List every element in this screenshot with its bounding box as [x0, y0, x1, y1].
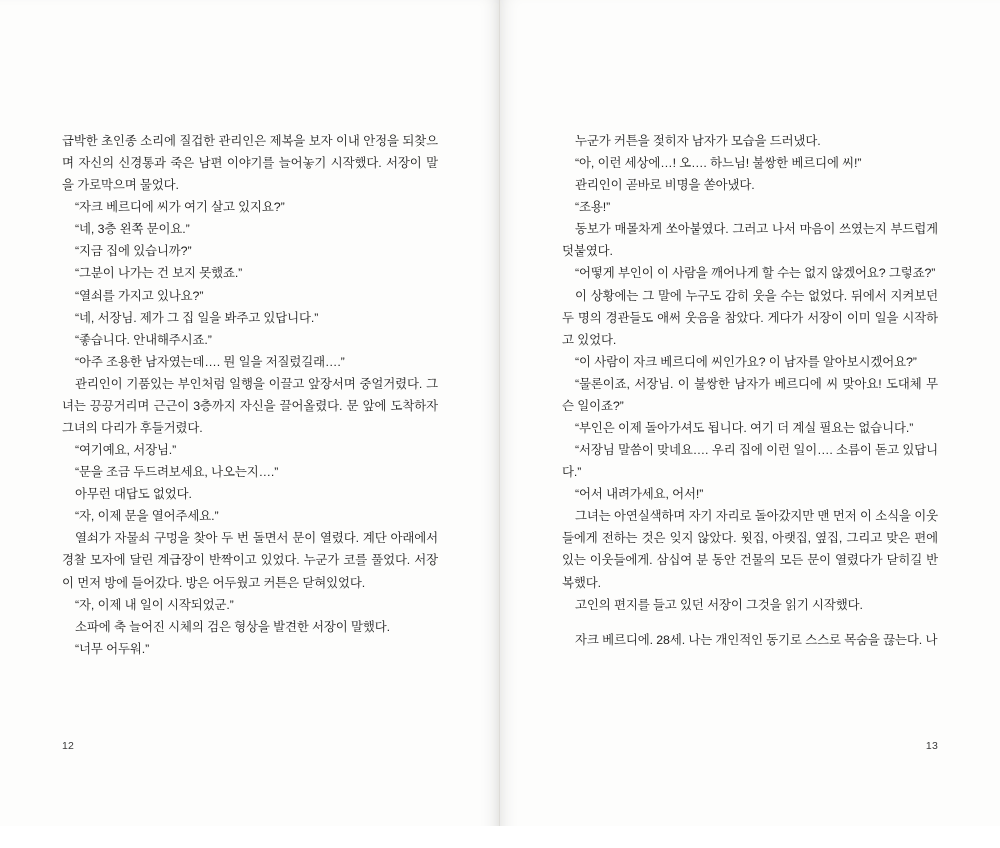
paragraph: “좋습니다. 안내해주시죠.” — [75, 332, 212, 347]
paragraph: “아, 이런 세상에…! 오…. 하느님! 불쌍한 베르디에 씨!” — [575, 156, 862, 171]
paragraph: 동보가 매몰차게 쏘아붙였다. 그러고 나서 마음이 쓰였는지 부드럽게 덧붙였다. — [562, 222, 938, 259]
paragraph: “조용!” — [575, 200, 611, 215]
right-page-text — [562, 130, 938, 651]
paragraph: 누군가 커튼을 젖히자 남자가 모습을 드러냈다. — [575, 134, 821, 148]
paragraph: 관리인이 기품있는 부인처럼 일행을 이끌고 앞장서며 중얼거렸다. 그녀는 끙끙거리며 근근이 3층까지 자신을 끌어올렸다. 문 앞에 도착하자 그녀의 다리가 후들거렸다. — [62, 376, 438, 436]
paragraph: 고인의 편지를 들고 있던 서장이 그것을 읽기 시작했다. — [575, 597, 863, 612]
paragraph: 아무런 대답도 없었다. — [75, 487, 192, 502]
paragraph: 이 상황에는 그 말에 누구도 감히 웃을 수는 없었다. 뒤에서 지켜보던 두 명의 경관들도 애써 웃음을 참았다. 게다가 서장이 이미 일을 시작하고 있었다. — [562, 288, 938, 347]
paragraph: “자, 이제 문을 열어주세요.” — [75, 509, 219, 524]
paragraph: “너무 어두워.” — [75, 641, 150, 656]
paragraph: “자크 베르디에 씨가 여기 살고 있지요?” — [75, 200, 285, 215]
page-number-left: 12 — [62, 740, 75, 752]
left-page-text — [62, 130, 438, 660]
paragraph: “자, 이제 내 일이 시작되었군.” — [75, 597, 234, 612]
page-right — [500, 0, 1000, 848]
paragraph: “열쇠를 가지고 있나요?” — [75, 288, 204, 303]
paragraph: “이 사람이 자크 베르디에 씨인가요? 이 남자를 알아보시겠어요?” — [575, 354, 917, 369]
paragraph: “지금 집에 있습니까?” — [75, 244, 192, 259]
paragraph: 급박한 초인종 소리에 질겁한 관리인은 제복을 보자 이내 안정을 되찾으며 자신의 신경통과 죽은 남편 이야기를 늘어놓기 시작했다. 서장이 말을 가로막으며 물었다. — [62, 134, 438, 193]
paragraph: “부인은 이제 돌아가셔도 됩니다. 여기 더 계실 필요는 없습니다.” — [575, 421, 914, 436]
paragraph: “어떻게 부인이 이 사람을 깨어나게 할 수는 없지 않겠어요? 그렇죠?” — [575, 266, 936, 281]
paragraph: “문을 조금 두드려보세요, 나오는지….” — [75, 465, 279, 480]
paragraph: “아주 조용한 남자였는데…. 뭔 일을 저질렀길래….” — [75, 354, 345, 369]
paragraph-letter-excerpt: 자크 베르디에. 28세. 나는 개인적인 동기로 스스로 목숨을 끊는다. 나 — [575, 632, 938, 647]
paragraph: “그분이 나가는 건 보지 못했죠.” — [75, 266, 243, 281]
paragraph: “물론이죠, 서장님. 이 불쌍한 남자가 베르디에 씨 맞아요! 도대체 무슨 일이죠?” — [562, 376, 938, 413]
paragraph: 그녀는 아연실색하며 자기 자리로 돌아갔지만 맨 먼저 이 소식을 이웃들에게 전하는 것은 잊지 않았다. 윗집, 아랫집, 옆집, 그리고 맞은 편에 있는 이웃들에게. 삼십여 분 동안 건물의 모든 문이 열렸다가 닫히길 반복했다. — [562, 509, 938, 590]
paragraph: “여기예요, 서장님.” — [75, 443, 177, 458]
page-bottom-edge — [0, 826, 1000, 848]
paragraph: “어서 내려가세요, 어서!” — [575, 487, 704, 502]
paragraph: “서장님 말씀이 맞네요…. 우리 집에 이런 일이…. 소름이 돋고 있답니다.” — [562, 443, 938, 480]
paragraph: 소파에 축 늘어진 시체의 검은 형상을 발견한 서장이 말했다. — [75, 619, 390, 634]
paragraph: “네, 서장님. 제가 그 집 일을 봐주고 있답니다.” — [75, 310, 319, 325]
paragraph: “네, 3층 왼쪽 문이요.” — [75, 222, 190, 237]
paragraph: 관리인이 곧바로 비명을 쏟아냈다. — [575, 178, 755, 193]
page-number-right: 13 — [925, 740, 938, 752]
paragraph: 열쇠가 자물쇠 구멍을 찾아 두 번 돌면서 문이 열렸다. 계단 아래에서 경찰 모자에 달린 계급장이 반짝이고 있었다. 누군가 코를 풀었다. 서장이 먼저 방에 들어갔다. 방은 어두웠고 커튼은 닫혀있었다. — [62, 531, 438, 590]
